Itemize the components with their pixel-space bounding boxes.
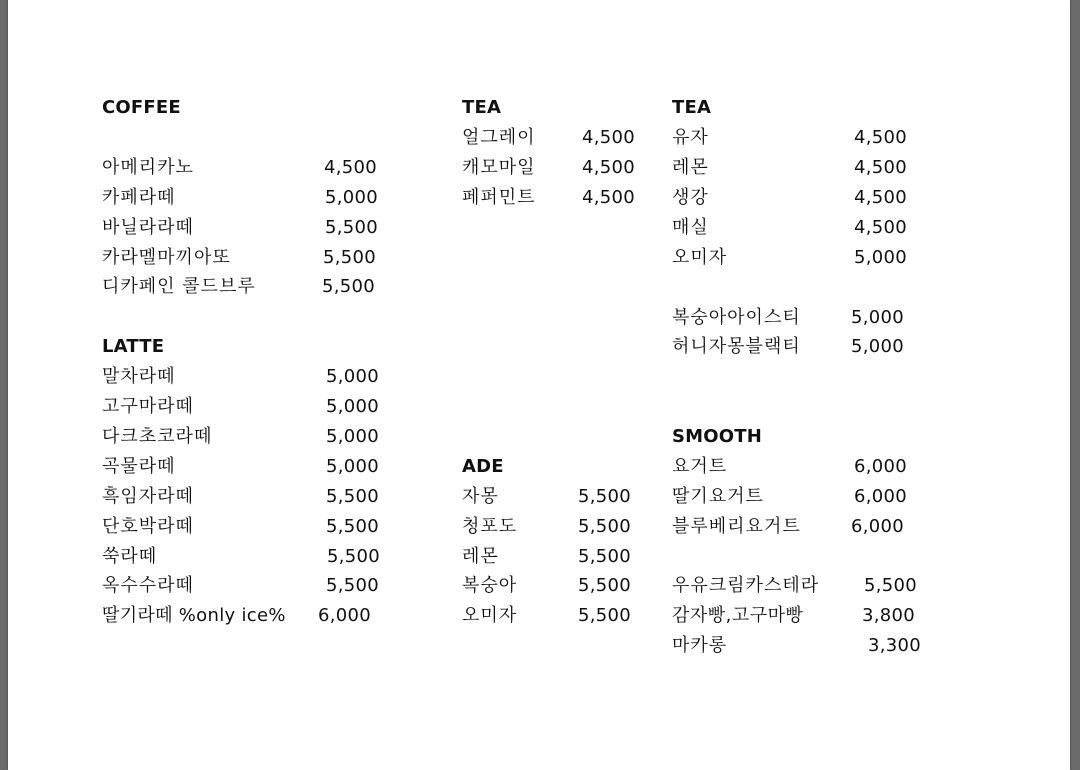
menu-item-name: 캐모마일 (462, 157, 536, 178)
section-title-tea: TEA (462, 97, 502, 118)
menu-item-name: 카페라떼 (102, 187, 176, 208)
menu-item-price: 5,500 (578, 575, 632, 596)
menu-item-price: 4,500 (324, 157, 378, 178)
menu-item-price: 4,500 (854, 157, 908, 178)
section-title-coffee: COFFEE (102, 97, 181, 118)
menu-item-price: 5,000 (851, 336, 905, 357)
section-title-latte: LATTE (102, 336, 165, 357)
menu-item-name: 디카페인 콜드브루 (102, 276, 256, 297)
menu-item-name: 복숭아 (462, 575, 518, 596)
menu-item-price: 5,000 (325, 187, 379, 208)
menu-item-name: 단호박라떼 (102, 516, 194, 537)
menu-item-name: 청포도 (462, 516, 518, 537)
menu-item-name: 옥수수라떼 (102, 575, 194, 596)
menu-item-name: 감자빵,고구마빵 (672, 605, 804, 626)
menu-item-price: 5,500 (322, 276, 376, 297)
menu-item-price: 4,500 (582, 187, 636, 208)
menu-item-name: 오미자 (462, 605, 518, 626)
menu-item-name: 쑥라떼 (102, 546, 158, 567)
menu-item-price: 4,500 (854, 187, 908, 208)
menu-item-name: 카라멜마끼아또 (102, 247, 231, 268)
menu-item-name: 흑임자라떼 (102, 486, 194, 507)
menu-item-price: 5,500 (578, 486, 632, 507)
menu-item-price: 5,000 (326, 396, 380, 417)
menu-item-price: 5,500 (326, 575, 380, 596)
menu-item-price: 4,500 (582, 157, 636, 178)
menu-item-name: 말차라떼 (102, 366, 176, 387)
menu-item-price: 4,500 (854, 217, 908, 238)
menu-item-name: 허니자몽블랙티 (672, 336, 801, 357)
menu-item-name: 생강 (672, 187, 709, 208)
menu-item-name: 자몽 (462, 486, 499, 507)
menu-item-price: 6,000 (318, 605, 372, 626)
menu-item-price: 5,500 (578, 546, 632, 567)
menu-item-price: 5,500 (327, 546, 381, 567)
menu-item-name: 얼그레이 (462, 127, 536, 148)
menu-item-price: 5,500 (864, 575, 918, 596)
menu-item-price: 5,000 (854, 247, 908, 268)
menu-item-name: 복숭아아이스티 (672, 307, 801, 328)
menu-item-price: 5,000 (851, 307, 905, 328)
menu-item-price: 5,500 (578, 605, 632, 626)
menu-item-name: 블루베리요거트 (672, 516, 801, 537)
menu-item-name: 마카롱 (672, 635, 728, 656)
menu-item-price: 4,500 (854, 127, 908, 148)
document-page (8, 0, 1070, 770)
menu-item-name: 다크초코라떼 (102, 426, 213, 447)
section-title-ade: ADE (462, 456, 504, 477)
menu-item-price: 5,500 (323, 247, 377, 268)
menu-item-name: 레몬 (672, 157, 709, 178)
menu-item-price: 6,000 (854, 486, 908, 507)
section-title-tea: TEA (672, 97, 712, 118)
menu-item-name: 오미자 (672, 247, 728, 268)
menu-item-name: 딸기요거트 (672, 486, 764, 507)
menu-item-price: 3,800 (862, 605, 916, 626)
menu-item-name: 요거트 (672, 456, 728, 477)
menu-item-price: 5,000 (326, 426, 380, 447)
menu-item-name: 유자 (672, 127, 709, 148)
menu-item-name: 곡물라떼 (102, 456, 176, 477)
menu-item-name: 레몬 (462, 546, 499, 567)
menu-item-name: 딸기라떼 %only ice% (102, 605, 286, 626)
menu-item-price: 6,000 (854, 456, 908, 477)
menu-item-name: 고구마라떼 (102, 396, 194, 417)
menu-item-name: 아메리카노 (102, 157, 194, 178)
menu-item-price: 5,000 (326, 366, 380, 387)
menu-item-price: 5,500 (578, 516, 632, 537)
section-title-smooth: SMOOTH (672, 426, 763, 447)
menu-item-name: 페퍼민트 (462, 187, 536, 208)
menu-item-price: 3,300 (868, 635, 922, 656)
menu-item-name: 우유크림카스테라 (672, 575, 820, 596)
menu-item-price: 5,500 (325, 217, 379, 238)
menu-item-price: 5,500 (326, 516, 380, 537)
menu-item-price: 4,500 (582, 127, 636, 148)
menu-item-name: 매실 (672, 217, 709, 238)
menu-item-price: 5,000 (326, 456, 380, 477)
menu-item-price: 6,000 (851, 516, 905, 537)
menu-item-name: 바닐라라떼 (102, 217, 194, 238)
menu-item-price: 5,500 (326, 486, 380, 507)
